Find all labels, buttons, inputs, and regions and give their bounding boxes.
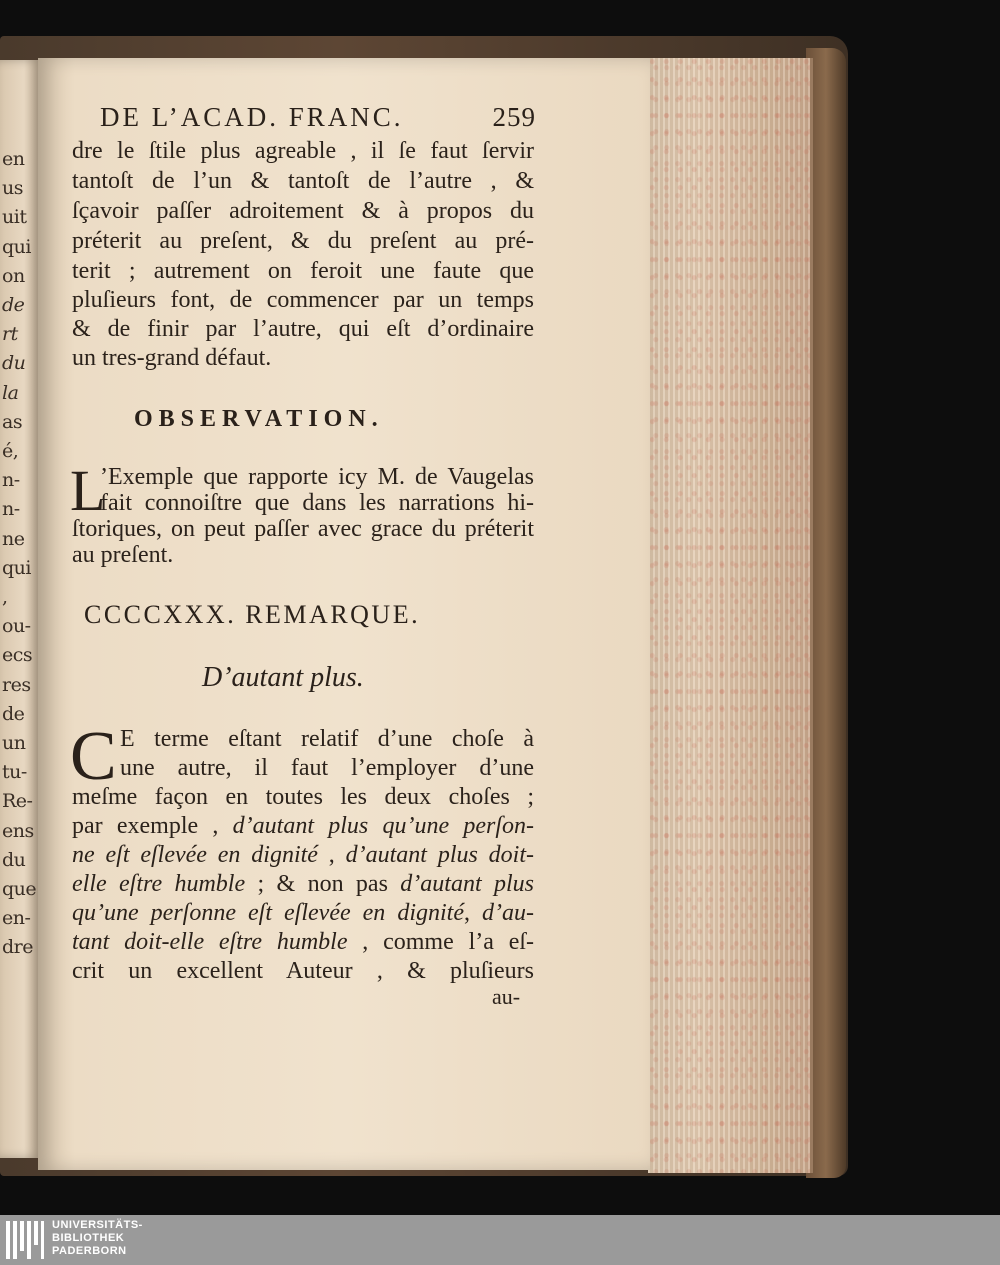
facing-page-fragment: us (2, 177, 23, 200)
facing-page-fragment: qui (2, 556, 31, 579)
facing-page-fragment: la (2, 381, 19, 404)
text-line: qu’une perſonne eſt eſlevée en dignité, d’au- (72, 900, 534, 926)
running-head-title: DE L’ACAD. FRANC. (100, 102, 404, 132)
facing-page-fragment: on (2, 264, 25, 287)
library-name-line: UNIVERSITÄTS- (52, 1219, 143, 1231)
text-line: terit ; autrement on feroit une faute que (72, 258, 534, 284)
facing-page-fragment: n- (2, 498, 20, 521)
facing-page-fragment: ne (2, 527, 25, 550)
facing-page-fragment: rt (2, 323, 18, 346)
running-head (100, 102, 536, 133)
text-line: tantoſt de l’un & tantoſt de l’autre , & (72, 168, 534, 194)
text-line: pluſieurs font, de commencer par un temps (72, 287, 534, 313)
text-line: préterit au preſent, & du preſent au pré- (72, 228, 534, 254)
text-line: ne eſt eſlevée en dignité , d’autant plus doit- (72, 842, 534, 868)
library-name (52, 1219, 143, 1258)
facing-page-fragment: qui (2, 235, 31, 258)
facing-page-sliver (0, 60, 40, 1158)
text-line: au preſent. (72, 542, 174, 568)
text-line: par exemple , d’autant plus qu’une perſon- (72, 813, 535, 839)
text-line: & de finir par l’autre, qui eſt d’ordinaire (72, 316, 534, 342)
text-line: elle eſtre humble ; & non pas d’autant plus (72, 871, 534, 897)
facing-page-fragment: n- (2, 469, 20, 492)
text-line: E terme eſtant relatif d’une choſe à (120, 726, 534, 752)
facing-page-fragment: en- (2, 907, 31, 930)
book-page (38, 58, 650, 1170)
text-line: tant doit-elle eſtre humble , comme l’a eſ- (72, 929, 534, 955)
remarque-subheading: D’autant plus. (202, 662, 364, 693)
text-line: ’Exemple que rapporte icy M. de Vaugelas (100, 464, 534, 490)
facing-page-fragment: ou- (2, 615, 31, 638)
facing-page-fragment: é, (2, 440, 19, 462)
library-name-line: BIBLIOTHEK (52, 1232, 125, 1244)
facing-page-fragment: , (2, 586, 8, 608)
facing-page-fragment: tu- (2, 761, 27, 784)
facing-page-fragment: ecs (2, 644, 33, 667)
text-line: meſme façon en toutes les deux choſes ; (72, 784, 534, 810)
facing-page-fragment: res (2, 673, 31, 696)
facing-page-fragment: Re- (2, 790, 33, 813)
facing-page-fragment: ens (2, 819, 34, 842)
facing-page-fragment: du (2, 352, 26, 375)
facing-page-fragment: que (2, 878, 37, 900)
text-line: ſçavoir paſſer adroitement & à propos du (72, 198, 534, 224)
facing-page-fragment: en (2, 148, 25, 170)
facing-page-fragment: as (2, 410, 23, 433)
library-logo-icon (6, 1221, 44, 1259)
facing-page-fragment: un (2, 732, 26, 754)
facing-page-fragment: dre (2, 936, 33, 959)
drop-cap-c: C (70, 718, 117, 795)
library-name-line: PADERBORN (52, 1245, 127, 1257)
library-footer (0, 1215, 1000, 1265)
facing-page-fragment: du (2, 848, 26, 871)
observation-heading: OBSERVATION. (134, 406, 384, 432)
text-line: ſtoriques, on peut paſſer avec grace du préterit (72, 516, 534, 542)
drop-cap-l: L (70, 458, 106, 523)
page-number: 259 (492, 102, 536, 132)
facing-page-fragment: uit (2, 206, 27, 229)
facing-page-fragment: de (2, 702, 25, 725)
text-line: crit un excellent Auteur , & pluſieurs (72, 958, 534, 984)
text-line: une autre, il faut l’employer d’une (120, 755, 534, 781)
facing-page-fragment: de (2, 294, 25, 316)
text-line: fait connoiſtre que dans les narrations hi- (100, 490, 534, 516)
page-fore-edge (648, 58, 813, 1173)
catchword: au- (492, 984, 521, 1009)
text-line: dre le ſtile plus agreable , il ſe faut ſervir (72, 138, 534, 164)
remarque-heading: CCCCXXX. REMARQUE. (84, 600, 421, 629)
text-line: un tres-grand défaut. (72, 345, 272, 371)
